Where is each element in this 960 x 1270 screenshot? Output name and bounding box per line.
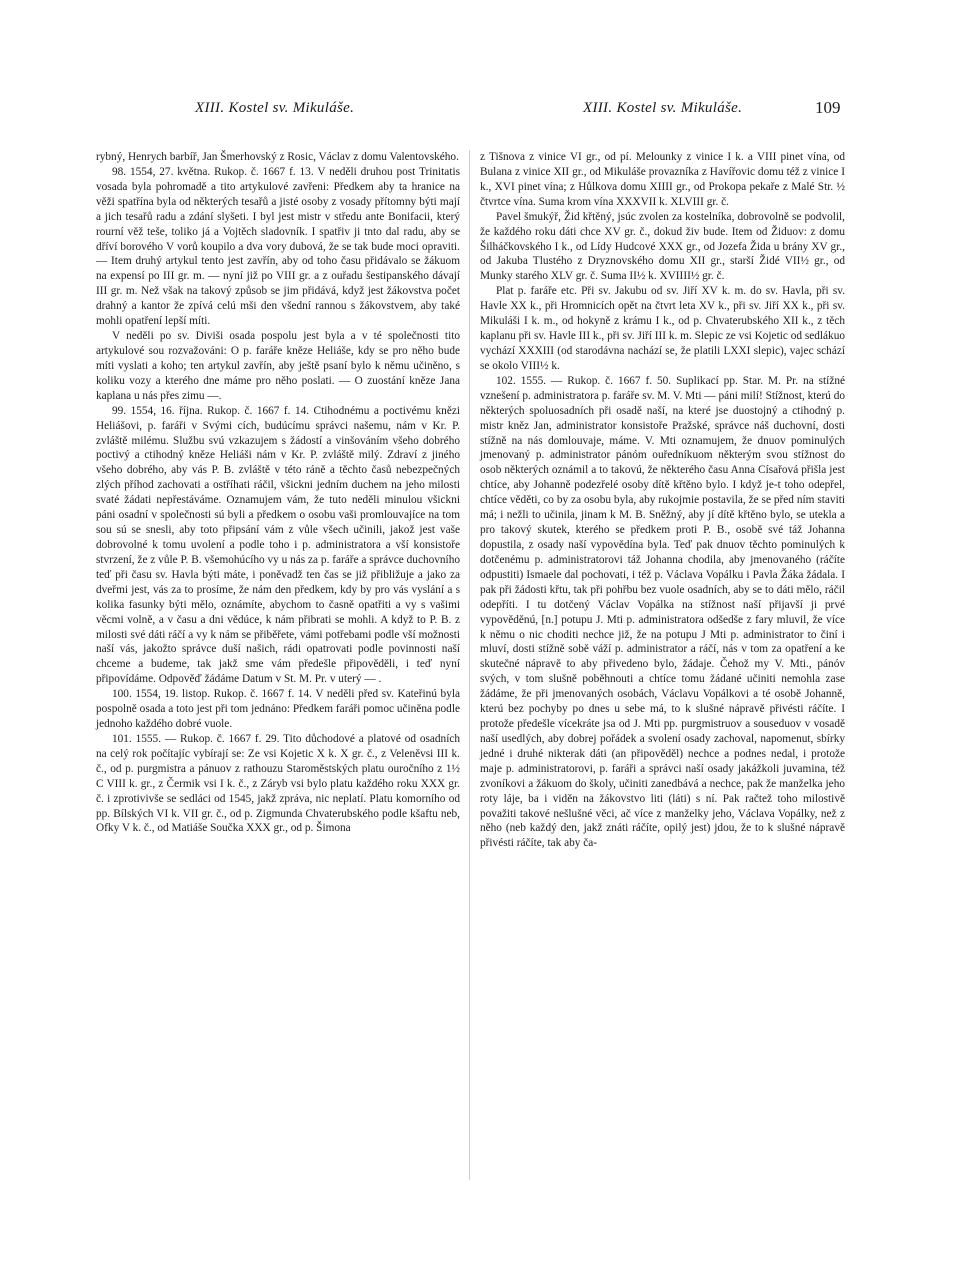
running-title-left: XIII. Kostel sv. Mikuláše. bbox=[195, 100, 355, 116]
running-title-right: XIII. Kostel sv. Mikuláše. bbox=[583, 100, 743, 116]
right-text-column bbox=[480, 150, 845, 851]
entry-101: 101. 1555. — Rukop. č. 1667 f. 29. Tito důchodové a platové od osadních na celý rok počítajíc vybírají se: Ze vsi Kojetic X k. X gr. č., z Veleněvsi III k. č., od p. purgmistra a pánuov z rathouzu Staroměstských platu ouročního z 1½ C VIII k. gr., z Čermik vsi I k. č., z Záryb vsi bylo platu každého roku XXX gr. č. i zprotivivše se sedláci od 1545, jakž zpráva, nic neplatí. Platu komorního od pp. Bílských VI k. VII gr. č., od p. Zigmunda Chvaterubského podle kšaftu neb, Ofky V k. č., od Matiáše Součka XXX gr., od p. Šimona bbox=[96, 732, 460, 835]
entry-98: 98. 1554, 27. května. Rukop. č. 1667 f. 13. V neděli druhou post Trinitatis vosada byla pohromadě a tito artykulové zavřeni: Předkem aby ta hranice na věži spatřína byla od některých tesařů a jisté osoby z vosady přítomny býti mají a jich tesařů radu a zdání slyšeti. I byl jest mistr v středu ante Bonifacii, který rourní věž teše, toliko já a Vojtěch sladovník. I spatřiv ji tnto dal radu, aby se dříví borového V vorů koupilo a dva vory dubová, že se tak bude moci opraviti. — Item druhý artykul tento jest zavřín, aby od toho času přidávalo se žákuom na expensí po III gr. m. — nyní již po VIII gr. a z ouřadu šestipanského dávají III gr. m. Než však na takový způsob se jim přidává, když jest žákovstva počet drahný a kantor že zpívá celú mši den všední rannou s žákovstvem, aby také mohli opatření lepší míti. bbox=[96, 165, 460, 328]
paragraph-continuation: rybný, Henrych barbíř, Jan Šmerhovský z Rosic, Václav z domu Valentovského. bbox=[96, 151, 459, 163]
page-number: 109 bbox=[815, 98, 841, 117]
entry-98-continued: V neděli po sv. Diviši osada pospolu jest byla a v té společnosti tito artykulové sou rozvažováni: O p. faráře kněze Heliáše, kdy se pro něho bude míti vyslati a koho; ten artykul zavřín, aby ještě psaní bylo k němu učiněno, s koliku vozy a kterého dne máme pro něho poslati. — O zuostání kněze Jana kaplana u nás přes zimu —. bbox=[96, 330, 460, 402]
entry-100: 100. 1554, 19. listop. Rukop. č. 1667 f. 14. V neděli před sv. Kateřinú byla pospolně osada a toto jest při tom jednáno: Předkem faráři pomoc učiněna podle jednoho každého dobré vuole. bbox=[96, 688, 460, 731]
entry-99: 99. 1554, 16. října. Rukop. č. 1667 f. 14. Ctihodnému a poctivému knězi Heliášovi, p. faráři v Svými cích, budúcímu správci našemu, nám v Kr. P. zvláště milému. Službu svú vzkazujem s žádostí a vinšováním všeho dobrého poctivý a ctihodný kněze Heliáši nám v Kr. P. zvláště milý. Zdraví z jiného všeho dobrého, aby vás P. B. zvláště v této ráně a těchto časů nebezpečných zlých příhod zachovati a ostříhati ráčil, všickni jedním duchem na jeho milosti svaté žádati nepřestáváme. Oznamujem vám, že tuto neděli minulou všickni páni osadní v společnosti sú byli a předkem o osobu vaši promlouvajíce na tom sou sú se snesli, aby toto připsání vám z vůle všech učinili, jakož jest vaše dobrovolné k tomu uvolení a podle toho i p. administratora a vší konsistoře stvrzení, že z vůle P. B. všemohúcího vy u nás za p. faráře a správce duchovního teď při času sv. Havla býti máte, i poněvadž ten čas se již přibližuje a jako za dveřmi jest, vás za to prosíme, že nám den předkem, kdy by pro vás vyslání a s kolika fasunky býti mělo, oznámíte, abychom to časně opatřiti a vy s vašimi věcmi volně, a v času a dni vědúce, k nám přibrati se mohli. A když to P. B. z milosti své dáti ráčí a vy k nám se přiběřete, vámi potřebami podle vší možnosti naší vás, jakožto správce duší našich, rádi opatrovati podle povinnosti naší chceme a budeme, tak jakž sme vám předešle připověděli, i teď nyní připovídáme. Odpověď žádáme Datum v St. M. Pr. v uterý — . bbox=[96, 404, 460, 686]
running-header bbox=[0, 100, 960, 124]
paragraph-plat-farare: Plat p. faráře etc. Při sv. Jakubu od sv. Jiří XV k. m. do sv. Havla, při sv. Havle XX k., při Hromnicích opět na čtvrt leta XV k., při sv. Jiří XX k., při sv. Mikuláši I k. m., od hokyně z krámu I k., od p. Chvaterubského XII k., z těch kaplanu při sv. Havle III k., při sv. Jiří III k. m. Slepic ze vsi Kojetic od sedlákuo vychází XXXIII (od starodávna nachází se, že platili LXXI slepic), vajec schází se okolo VIII½ k. bbox=[480, 285, 845, 372]
left-text-column bbox=[96, 150, 460, 836]
entry-101-continued: z Tišnova z vinice VI gr., od pí. Melounky z vinice I k. a VIII pinet vína, od Bulana z vinice XII gr., od Mikuláše provazníka z Havířovic domu též z vinice I k., XVI pinet vína; z Hůlkova domu XIIII gr., od Prokopa pekaře z Malé Str. ½ čtvrtce vína. Suma krom vína XXXVII k. XLVIII gr. č. bbox=[480, 151, 845, 208]
paragraph-kostelnik: Pavel šmukýř, Žid křtěný, jsúc zvolen za kostelníka, dobrovolně se podvolil, že každého roku dáti chce XV gr. č., dokud živ bude. Item od Židuov: z domu Šilháčkovského I k., od Lídy Hudcové XXX gr., od Jozefa Žida u brány XV gr., od Jakuba Tlustého z Dryznovského domu XII gr., starší Židé VII½ gr., od Munky starého XLV gr. č. Suma II½ k. XVIIII½ gr. č. bbox=[480, 210, 845, 283]
column-divider bbox=[469, 150, 470, 1180]
entry-102: 102. 1555. — Rukop. č. 1667 f. 50. Suplikací pp. Star. M. Pr. na stížné vznešení p. administratora p. faráře sv. M. V. Mti — páni milí! Stížnost, kterú do některých spoluosadních při osadě naší, na které jse duostojný a ctihodný p. mistr kněz Jan, administrator konsistoře Pražské, správce náš duchovní, dosti stížně na nás domlouvaje, máme. V. Mti oznamujem, že dnuov pominulých jmenovaný p. administrator pánóm ouředníkuom některým svou stížnost do osob některých oznámil a to takovú, že některého času Anna Císařová přišla jest chtíce, aby Johanně podezřelé osoby dítě křtěno bylo. I když je-t toho odepřel, chtíce věděti, co by za osobu byla, aby rukojmie postavila, že se před ním staviti má; i nežli to učinila, jinam k M. B. Sněžný, aby jí dítě křtěno bylo, se utekla a pro takový skutek, kterého se předkem proti P. B., osobě své táž Johanna dopustila, z osady naší vypovědína byla. Teď pak dnuov těchto pominulých k dotčenému p. administratorovi táž Johanna chodila, aby jmenovaného (ráčíte odpustiti) Ismaele dal pochovati, i též p. Václava Vopálku i Pavla Žáka žádala. I pak při žádosti křtu, tak při pohřbu bez vuole osadních, aby se to dáti mělo, ráčil odepříti. I tu dotčený Václav Vopálka na stížnost naší přijavší ji prvé vypověděnú, [n.] potupu J. Mti p. administratora odšedše z fary mluvil, že více k němu o nic choditi nechce již, že na potupu J Mti p. administrator to činí i mluví, dosti stížně sobě váží p. administrator a ráčí, nás v tom za opatření a ke skutečné nápravě to aby přivedeno bylo, žádaje. Čehož my V. Mti., pánóv svých, v tom slušně poběhnouti a chtíce tomu žádané učiniti nemohla zase žádáme, že při jmenovaných osobách, Václavu Vopálkovi a té osobě Johanně, kterú bez pochyby po dnes u sebe má, to k slušné nápravě přivésti ráčíte. I protože předešle vícekráte jsa od J. Mti pp. purgmistruov a souseduov v vosadě naší usedlých, aby dobrej pořádek a svolení osady zachoval, napomenut, sbírky jedné i druhé nikterak dáti (an připověděl) nechce a podnes nedal, i protože maje p. administratorovi, p. faráři a správci naší osady jakážkoli juvamina, též zvoníkovi a žákuom do školy, učiniti zanedbává a nechce, pak že manželka jeho roty láje, ba i viděn na žákovstvo liti (láti) s ní. Pak račtež toho milostivě považiti takové nešlušné věci, ač více z manželky jeho, Václava Vopálky, než z něho (neb každý den, jakž znáti ráčíte, opilý jest) jdou, že to k slušné nápravě přivésti ráčíte, tak aby ča- bbox=[480, 374, 845, 850]
